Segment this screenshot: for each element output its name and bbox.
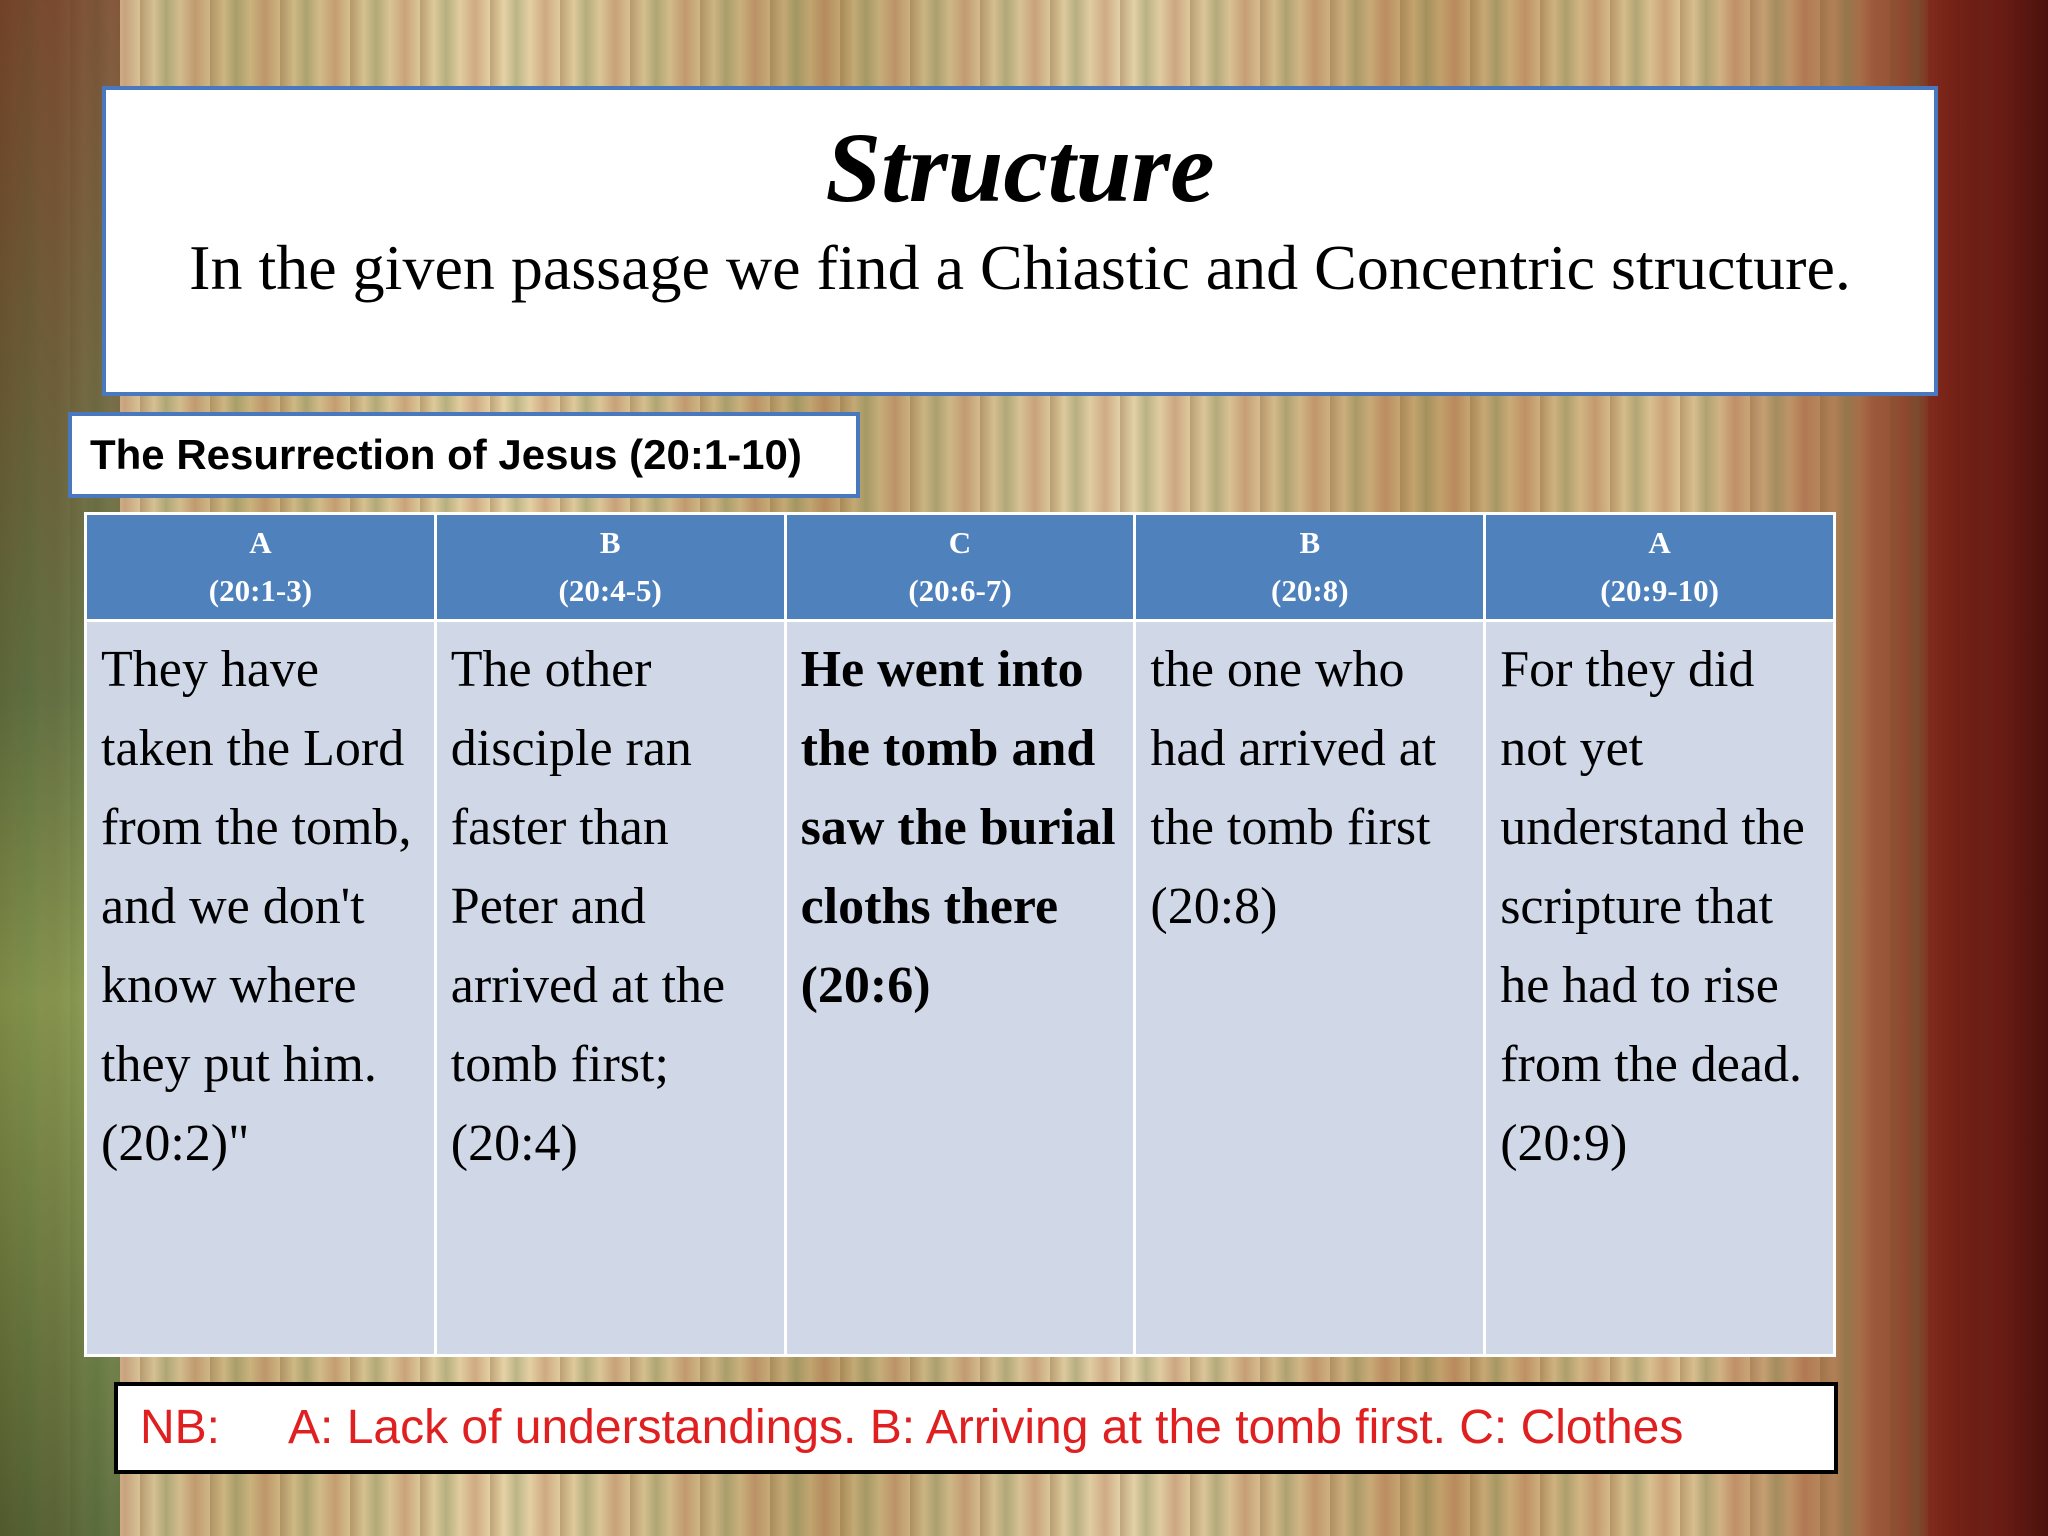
table-row — [86, 621, 1835, 1356]
table-cell-b1: The other disciple ran faster than Peter and arrived at the tomb first; (20:4) — [435, 621, 785, 1356]
table-cell-a1: They have taken the Lord from the tomb, and we don't know where they put him. (20:2)" — [86, 621, 436, 1356]
note-text: A: Lack of understandings. B: Arriving at the tomb first. C: Clothes — [288, 1401, 1684, 1454]
header-col-4 — [1135, 514, 1485, 621]
slide-subtitle: In the given passage we find a Chiastic and Concentric structure. — [189, 232, 1851, 303]
header-ref: (20:1-3) — [208, 573, 313, 608]
header-ref: (20:6-7) — [908, 573, 1012, 608]
header-letter: C — [948, 525, 972, 560]
background-right-curtain — [1928, 0, 2048, 1536]
table-header-row — [86, 514, 1835, 621]
header-col-2 — [435, 514, 785, 621]
table-cell-c: He went into the tomb and saw the burial cloths there (20:6) — [785, 621, 1135, 1356]
header-letter: B — [599, 525, 621, 560]
title-box — [102, 86, 1938, 396]
header-letter: A — [249, 525, 272, 560]
header-col-3 — [785, 514, 1135, 621]
table-cell-b2: the one who had arrived at the tomb first (20:8) — [1135, 621, 1485, 1356]
section-label: The Resurrection of Jesus (20:1-10) — [68, 412, 860, 498]
note-box — [114, 1382, 1838, 1474]
header-letter: B — [1299, 525, 1321, 560]
header-ref: (20:4-5) — [558, 573, 662, 608]
header-ref: (20:8) — [1271, 573, 1349, 608]
header-col-5 — [1485, 514, 1835, 621]
note-label: NB: — [140, 1401, 221, 1454]
slide-title: Structure — [825, 112, 1215, 223]
header-letter: A — [1648, 525, 1671, 560]
header-ref: (20:9-10) — [1600, 573, 1719, 608]
header-col-1 — [86, 514, 436, 621]
table-cell-a2: For they did not yet understand the scripture that he had to rise from the dead.(20:9) — [1485, 621, 1835, 1356]
chiasm-table — [84, 512, 1836, 1357]
